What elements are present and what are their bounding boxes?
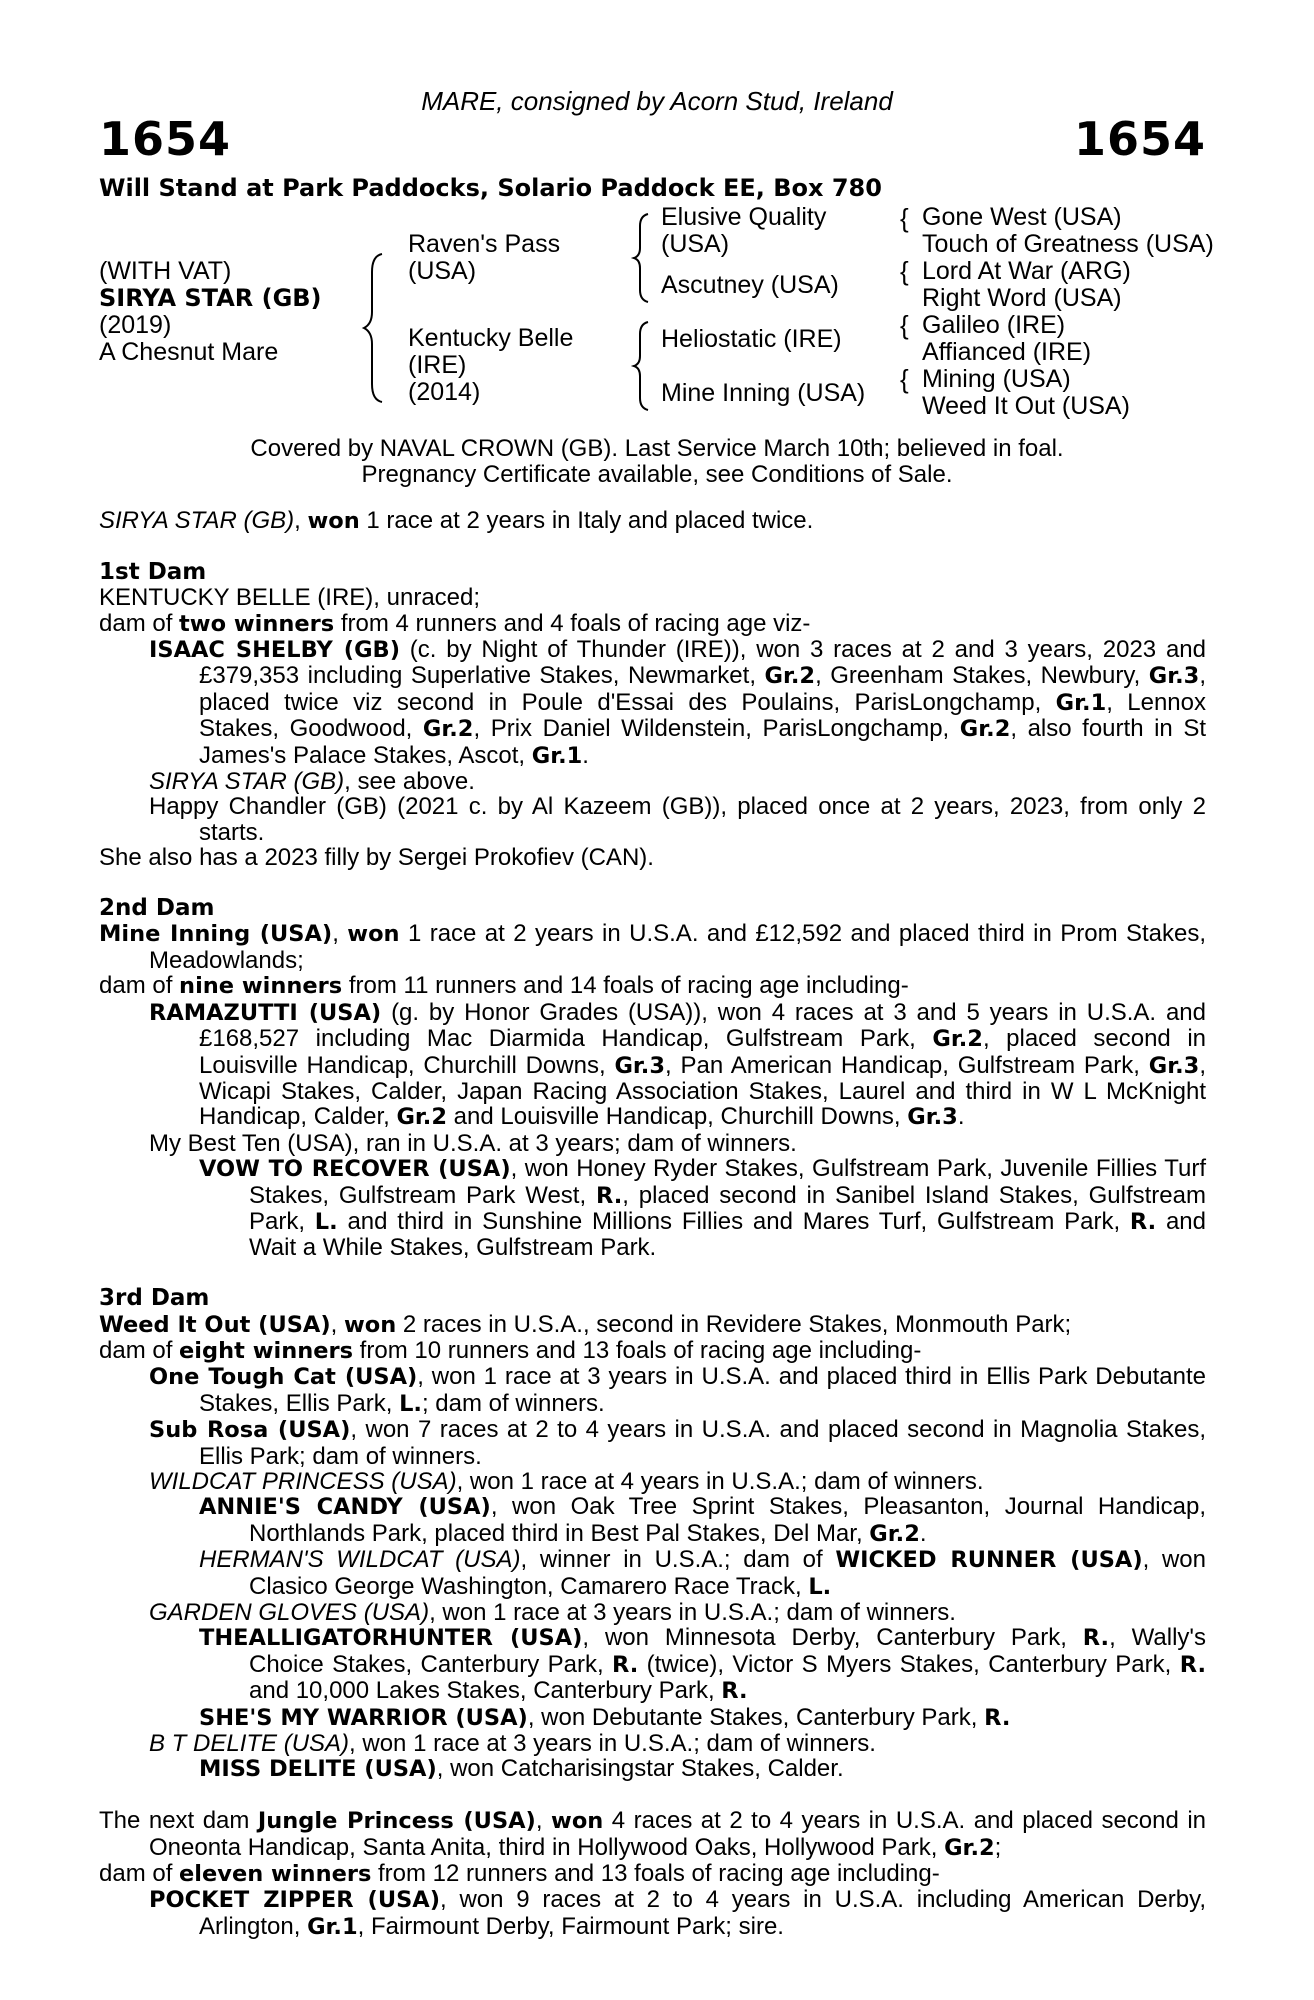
sire-brace <box>630 210 654 306</box>
brace-gg-1: { <box>900 203 909 233</box>
ancestor-galileo: Galileo (IRE) <box>922 311 1066 339</box>
entry-one-tough-cat: One Tough Cat (USA), won 1 race at 3 years in U.S.A. and placed third in Ellis Park Debutante Stakes, Ellis Park, L.; dam of winners. <box>149 1363 1206 1417</box>
ancestor-weed-it-out: Weed It Out (USA) <box>922 392 1130 420</box>
second-dam-name: Mine Inning (USA), won 1 race at 2 years in U.S.A. and £12,592 and placed third in Prom Stakes, Meadowlands; <box>99 920 1206 974</box>
entry-hermans-wildcat: HERMAN'S WILDCAT (USA), winner in U.S.A.; dam of WICKED RUNNER (USA), won Clasico George Washington, Camarero Race Track, L. <box>199 1546 1206 1600</box>
stand-location: Will Stand at Park Paddocks, Solario Paddock EE, Box 780 <box>99 174 882 202</box>
brace-gg-3: { <box>900 310 909 340</box>
covered-line: Covered by NAVAL CROWN (GB). Last Service March 10th; believed in foal. <box>250 435 1064 462</box>
sire-line-2: (USA) <box>408 257 477 285</box>
entry-thealligatorhunter: THEALLIGATORHUNTER (USA), won Minnesota Derby, Canterbury Park, R., Wally's Choice Stakes, Canterbury Park, R. (twice), Victor S Myers Stakes, Canterbury Park, R. and 10,000 Lakes Stakes, Canterbury Park, R. <box>199 1624 1206 1705</box>
dam-brace <box>630 318 654 414</box>
second-dam-produce: dam of nine winners from 11 runners and 14 foals of racing age including- <box>99 972 909 1000</box>
ancestor-touch-of-greatness: Touch of Greatness (USA) <box>922 230 1214 258</box>
ancestor-mining: Mining (USA) <box>922 365 1071 393</box>
entry-garden-gloves: GARDEN GLOVES (USA), won 1 race at 3 years in U.S.A.; dam of winners. <box>149 1599 956 1627</box>
entry-annies-candy: ANNIE'S CANDY (USA), won Oak Tree Sprint Stakes, Pleasanton, Journal Handicap, Northlands Park, placed third in Best Pal Stakes, Del Mar, Gr.2. <box>199 1493 1206 1547</box>
entry-wildcat-princess: WILDCAT PRINCESS (USA), won 1 race at 4 years in U.S.A.; dam of winners. <box>149 1467 984 1495</box>
heading-2nd-dam: 2nd Dam <box>99 895 215 922</box>
sire-sire-line-2: (USA) <box>661 230 730 258</box>
ancestor-right-word: Right Word (USA) <box>922 284 1122 312</box>
sire-dam: Ascutney (USA) <box>661 271 839 299</box>
entry-my-best-ten: My Best Ten (USA), ran in U.S.A. at 3 years; dam of winners. <box>149 1129 797 1157</box>
entry-b-t-delite: B T DELITE (USA), won 1 race at 3 years in U.S.A.; dam of winners. <box>149 1730 876 1758</box>
brace-gg-2: { <box>900 256 909 286</box>
entry-happy-chandler: Happy Chandler (GB) (2021 c. by Al Kazeem (GB)), placed once at 2 years, 2023, from only 2 starts. <box>149 793 1206 846</box>
pregnancy-line: Pregnancy Certificate available, see Conditions of Sale. <box>361 461 953 488</box>
entry-miss-delite: MISS DELITE (USA), won Catcharisingstar Stakes, Calder. <box>199 1755 844 1783</box>
horse-name: SIRYA STAR (GB) <box>99 284 322 312</box>
horse-year: (2019) <box>99 311 172 339</box>
brace-gg-4: { <box>900 364 909 394</box>
main-brace <box>360 248 390 408</box>
entry-pocket-zipper: POCKET ZIPPER (USA), won 9 races at 2 to 4 years in U.S.A. including American Derby, Arlington, Gr.1, Fairmount Derby, Fairmount Park; sire. <box>149 1886 1206 1940</box>
ancestor-gone-west: Gone West (USA) <box>922 203 1122 231</box>
sire-sire-line-1: Elusive Quality <box>661 203 827 231</box>
dam-line-1: Kentucky Belle <box>408 324 574 352</box>
entry-isaac-shelby: ISAAC SHELBY (GB) (c. by Night of Thunder (IRE)), won 3 races at 2 and 3 years, 2023 and £379,353 including Superlative Stakes, Newmarket, Gr.2, Greenham Stakes, Newbury, Gr.3, placed twice viz second in Poule d'Essai des Poulains, ParisLongchamp, Gr.1, Lennox Stakes, Goodwood, Gr.2, Prix Daniel Wildenstein, ParisLongchamp, Gr.2, also fourth in St James's Palace Stakes, Ascot, Gr.1. <box>149 636 1207 769</box>
vat-note: (WITH VAT) <box>99 257 232 285</box>
entry-shes-my-warrior: SHE'S MY WARRIOR (USA), won Debutante Stakes, Canterbury Park, R. <box>199 1703 1011 1731</box>
heading-3rd-dam: 3rd Dam <box>99 1285 210 1312</box>
third-dam-name: Weed It Out (USA), won 2 races in U.S.A., second in Revidere Stakes, Monmouth Park; <box>99 1310 1072 1338</box>
entry-sirya-star: SIRYA STAR (GB), see above. <box>149 768 475 796</box>
sire-line-1: Raven's Pass <box>408 230 561 258</box>
dam-line-3: (2014) <box>408 378 481 406</box>
first-dam-produce: dam of two winners from 4 runners and 4 foals of racing age viz- <box>99 609 811 637</box>
next-dam-name: The next dam Jungle Princess (USA), won 4 races at 2 to 4 years in U.S.A. and placed second in Oneonta Handicap, Santa Anita, third in Hollywood Oaks, Hollywood Park, Gr.2; <box>99 1807 1207 1861</box>
lot-number-left: 1654 <box>99 112 232 166</box>
entry-vow-to-recover: VOW TO RECOVER (USA), won Honey Ryder Stakes, Gulfstream Park, Juvenile Fillies Turf Stakes, Gulfstream Park West, R., placed second in Sanibel Island Stakes, Gulfstream Park, L. and third in Sunshine Millions Fillies and Mares Turf, Gulfstream Park, R. and Wait a While Stakes, Gulfstream Park. <box>199 1155 1207 1262</box>
consignor-line: MARE, consigned by Acorn Stud, Ireland <box>421 86 893 116</box>
dam-line-2: (IRE) <box>408 351 467 379</box>
ancestor-affianced: Affianced (IRE) <box>922 338 1092 366</box>
produce-record <box>99 508 1206 1940</box>
lot-number-right: 1654 <box>1073 112 1206 166</box>
horse-description: A Chesnut Mare <box>99 338 279 366</box>
third-dam-produce: dam of eight winners from 10 runners and 13 foals of racing age including- <box>99 1336 922 1364</box>
next-dam-produce: dam of eleven winners from 12 runners and 13 foals of racing age including- <box>99 1860 940 1888</box>
horse-summary: SIRYA STAR (GB), won 1 race at 2 years in Italy and placed twice. <box>99 507 814 534</box>
entry-sub-rosa: Sub Rosa (USA), won 7 races at 2 to 4 years in U.S.A. and placed second in Magnolia Stakes, Ellis Park; dam of winners. <box>149 1416 1206 1470</box>
heading-1st-dam: 1st Dam <box>99 558 207 585</box>
entry-2023-filly: She also has a 2023 filly by Sergei Prokofiev (CAN). <box>99 844 654 872</box>
dam-sire: Heliostatic (IRE) <box>661 325 842 353</box>
dam-dam: Mine Inning (USA) <box>661 379 866 407</box>
entry-ramazutti: RAMAZUTTI (USA) (g. by Honor Grades (USA)), won 4 races at 3 and 5 years in U.S.A. and £168,527 including Mac Diarmida Handicap, Gulfstream Park, Gr.2, placed second in Louisville Handicap, Churchill Downs, Gr.3, Pan American Handicap, Gulfstream Park, Gr.3, Wicapi Stakes, Calder, Japan Racing Association Stakes, Laurel and third in W L McKnight Handicap, Calder, Gr.2 and Louisville Handicap, Churchill Downs, Gr.3. <box>149 998 1207 1131</box>
first-dam-name: KENTUCKY BELLE (IRE), unraced; <box>99 584 481 612</box>
ancestor-lord-at-war: Lord At War (ARG) <box>922 257 1131 285</box>
